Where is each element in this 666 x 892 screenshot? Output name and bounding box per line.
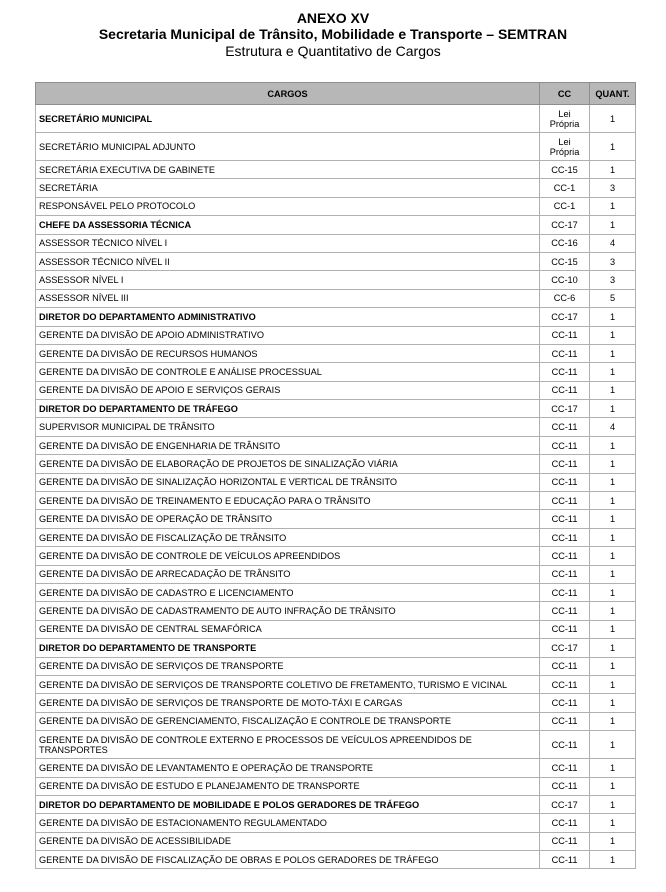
cargo-cell: CHEFE DA ASSESSORIA TÉCNICA: [36, 216, 540, 234]
cc-cell: CC-17: [540, 216, 590, 234]
table-row: [36, 289, 636, 307]
cc-cell: CC-11: [540, 657, 590, 675]
cargo-cell: GERENTE DA DIVISÃO DE APOIO ADMINISTRATIVO: [36, 326, 540, 344]
quantity-cell: 1: [590, 639, 636, 657]
quantity-cell: 1: [590, 400, 636, 418]
cc-cell: CC-11: [540, 712, 590, 730]
cargo-cell: DIRETOR DO DEPARTAMENTO DE MOBILIDADE E POLOS GERADORES DE TRÁFEGO: [36, 795, 540, 813]
table-row: [36, 712, 636, 730]
quantity-cell: 1: [590, 455, 636, 473]
table-row: [36, 832, 636, 850]
cc-cell: CC-11: [540, 777, 590, 795]
cargo-cell: SECRETÁRIO MUNICIPAL: [36, 105, 540, 133]
cc-cell: CC-11: [540, 620, 590, 638]
cargo-cell: GERENTE DA DIVISÃO DE CADASTRAMENTO DE AUTO INFRAÇÃO DE TRÂNSITO: [36, 602, 540, 620]
quantity-cell: 1: [590, 216, 636, 234]
document-header: [0, 0, 666, 60]
quantity-cell: 1: [590, 602, 636, 620]
cc-cell: CC-11: [540, 814, 590, 832]
annex-title: ANEXO XV: [296, 10, 370, 26]
cargo-cell: SUPERVISOR MUNICIPAL DE TRÂNSITO: [36, 418, 540, 436]
table-row: [36, 657, 636, 675]
quantity-cell: 1: [590, 694, 636, 712]
cargo-cell: GERENTE DA DIVISÃO DE FISCALIZAÇÃO DE TRÂNSITO: [36, 528, 540, 546]
cargo-cell: GERENTE DA DIVISÃO DE ARRECADAÇÃO DE TRÂNSITO: [36, 565, 540, 583]
cc-cell: CC-1: [540, 179, 590, 197]
quantity-cell: 3: [590, 179, 636, 197]
table-row: [36, 851, 636, 869]
cargo-cell: DIRETOR DO DEPARTAMENTO ADMINISTRATIVO: [36, 308, 540, 326]
table-row: [36, 777, 636, 795]
table-row: [36, 473, 636, 491]
cargo-cell: GERENTE DA DIVISÃO DE ACESSIBILIDADE: [36, 832, 540, 850]
cc-cell: CC-11: [540, 344, 590, 362]
cargo-cell: GERENTE DA DIVISÃO DE CADASTRO E LICENCIAMENTO: [36, 583, 540, 601]
table-row: [36, 583, 636, 601]
quantity-cell: 1: [590, 657, 636, 675]
cargo-cell: GERENTE DA DIVISÃO DE ELABORAÇÃO DE PROJETOS DE SINALIZAÇÃO VIÁRIA: [36, 455, 540, 473]
cargo-cell: SECRETÁRIA EXECUTIVA DE GABINETE: [36, 161, 540, 179]
cc-cell: CC-17: [540, 795, 590, 813]
cargo-cell: RESPONSÁVEL PELO PROTOCOLO: [36, 197, 540, 215]
cc-cell: CC-11: [540, 363, 590, 381]
table-row: [36, 363, 636, 381]
table-row: [36, 105, 636, 133]
table-row: [36, 197, 636, 215]
cargo-cell: DIRETOR DO DEPARTAMENTO DE TRÁFEGO: [36, 400, 540, 418]
table-row: [36, 381, 636, 399]
table-row: [36, 620, 636, 638]
cc-cell: Lei Própria: [540, 133, 590, 161]
cargo-cell: GERENTE DA DIVISÃO DE CONTROLE E ANÁLISE PROCESSUAL: [36, 363, 540, 381]
table-row: [36, 234, 636, 252]
cargo-cell: GERENTE DA DIVISÃO DE SERVIÇOS DE TRANSPORTE COLETIVO DE FRETAMENTO, TURISMO E VICINAL: [36, 675, 540, 693]
cc-cell: CC-11: [540, 381, 590, 399]
quantity-cell: 1: [590, 777, 636, 795]
table-row: [36, 528, 636, 546]
table-row: [36, 271, 636, 289]
table-row: [36, 602, 636, 620]
table-header-row: [36, 83, 636, 105]
cargo-cell: GERENTE DA DIVISÃO DE OPERAÇÃO DE TRÂNSITO: [36, 510, 540, 528]
cargo-cell: GERENTE DA DIVISÃO DE ESTUDO E PLANEJAMENTO DE TRANSPORTE: [36, 777, 540, 795]
cc-cell: CC-11: [540, 759, 590, 777]
table-row: [36, 639, 636, 657]
document-subtitle: Estrutura e Quantitativo de Cargos: [225, 43, 441, 59]
cc-cell: CC-17: [540, 639, 590, 657]
cargo-cell: ASSESSOR TÉCNICO NÍVEL II: [36, 252, 540, 270]
column-header-quant: QUANT.: [590, 83, 636, 105]
quantity-cell: 1: [590, 197, 636, 215]
quantity-cell: 1: [590, 436, 636, 454]
quantity-cell: 1: [590, 363, 636, 381]
cc-cell: CC-11: [540, 473, 590, 491]
quantity-cell: 4: [590, 418, 636, 436]
table-row: [36, 492, 636, 510]
cc-cell: CC-11: [540, 528, 590, 546]
table-row: [36, 694, 636, 712]
table-row: [36, 161, 636, 179]
cargo-cell: GERENTE DA DIVISÃO DE CONTROLE EXTERNO E PROCESSOS DE VEÍCULOS APREENDIDOS DE TRANSPORTES: [36, 731, 540, 759]
cc-cell: CC-15: [540, 161, 590, 179]
table-row: [36, 252, 636, 270]
cc-cell: CC-11: [540, 851, 590, 869]
cc-cell: CC-6: [540, 289, 590, 307]
cc-cell: CC-16: [540, 234, 590, 252]
table-row: [36, 308, 636, 326]
column-header-cc: CC: [540, 83, 590, 105]
cargo-cell: DIRETOR DO DEPARTAMENTO DE TRANSPORTE: [36, 639, 540, 657]
quantity-cell: 1: [590, 814, 636, 832]
cc-cell: CC-11: [540, 675, 590, 693]
quantity-cell: 1: [590, 712, 636, 730]
column-header-cargos: CARGOS: [36, 83, 540, 105]
cc-cell: CC-11: [540, 565, 590, 583]
cc-cell: CC-11: [540, 492, 590, 510]
table-row: [36, 436, 636, 454]
positions-table: [35, 82, 636, 869]
quantity-cell: 1: [590, 547, 636, 565]
cc-cell: CC-11: [540, 510, 590, 528]
cc-cell: CC-11: [540, 455, 590, 473]
cc-cell: CC-11: [540, 602, 590, 620]
quantity-cell: 1: [590, 326, 636, 344]
quantity-cell: 3: [590, 252, 636, 270]
cargo-cell: GERENTE DA DIVISÃO DE RECURSOS HUMANOS: [36, 344, 540, 362]
table-row: [36, 179, 636, 197]
quantity-cell: 1: [590, 731, 636, 759]
quantity-cell: 1: [590, 308, 636, 326]
cargo-cell: ASSESSOR NÍVEL III: [36, 289, 540, 307]
cc-cell: CC-11: [540, 583, 590, 601]
table-row: [36, 455, 636, 473]
table-row: [36, 547, 636, 565]
quantity-cell: 3: [590, 271, 636, 289]
cargo-cell: GERENTE DA DIVISÃO DE SERVIÇOS DE TRANSPORTE DE MOTO-TÁXI E CARGAS: [36, 694, 540, 712]
quantity-cell: 5: [590, 289, 636, 307]
table-row: [36, 216, 636, 234]
cc-cell: CC-17: [540, 308, 590, 326]
quantity-cell: 1: [590, 759, 636, 777]
cargo-cell: SECRETÁRIO MUNICIPAL ADJUNTO: [36, 133, 540, 161]
cargo-cell: GERENTE DA DIVISÃO DE SERVIÇOS DE TRANSPORTE: [36, 657, 540, 675]
quantity-cell: 4: [590, 234, 636, 252]
quantity-cell: 1: [590, 795, 636, 813]
table-row: [36, 814, 636, 832]
quantity-cell: 1: [590, 161, 636, 179]
quantity-cell: 1: [590, 510, 636, 528]
quantity-cell: 1: [590, 344, 636, 362]
table-row: [36, 675, 636, 693]
table-row: [36, 731, 636, 759]
cc-cell: CC-11: [540, 731, 590, 759]
cc-cell: CC-17: [540, 400, 590, 418]
cc-cell: CC-11: [540, 547, 590, 565]
cargo-cell: GERENTE DA DIVISÃO DE SINALIZAÇÃO HORIZONTAL E VERTICAL DE TRÂNSITO: [36, 473, 540, 491]
cargo-cell: GERENTE DA DIVISÃO DE LEVANTAMENTO E OPERAÇÃO DE TRANSPORTE: [36, 759, 540, 777]
quantity-cell: 1: [590, 133, 636, 161]
table-row: [36, 565, 636, 583]
quantity-cell: 1: [590, 381, 636, 399]
quantity-cell: 1: [590, 105, 636, 133]
cc-cell: CC-11: [540, 832, 590, 850]
cargo-cell: GERENTE DA DIVISÃO DE ENGENHARIA DE TRÂNSITO: [36, 436, 540, 454]
cc-cell: CC-15: [540, 252, 590, 270]
quantity-cell: 1: [590, 583, 636, 601]
cargo-cell: GERENTE DA DIVISÃO DE GERENCIAMENTO, FISCALIZAÇÃO E CONTROLE DE TRANSPORTE: [36, 712, 540, 730]
cc-cell: CC-11: [540, 326, 590, 344]
organization-title: Secretaria Municipal de Trânsito, Mobilidade e Transporte – SEMTRAN: [98, 26, 568, 42]
quantity-cell: 1: [590, 620, 636, 638]
table-row: [36, 418, 636, 436]
cargo-cell: GERENTE DA DIVISÃO DE TREINAMENTO E EDUCAÇÃO PARA O TRÂNSITO: [36, 492, 540, 510]
cargo-cell: GERENTE DA DIVISÃO DE CENTRAL SEMAFÓRICA: [36, 620, 540, 638]
cargo-cell: GERENTE DA DIVISÃO DE FISCALIZAÇÃO DE OBRAS E POLOS GERADORES DE TRÁFEGO: [36, 851, 540, 869]
table-row: [36, 326, 636, 344]
quantity-cell: 1: [590, 851, 636, 869]
quantity-cell: 1: [590, 492, 636, 510]
cc-cell: CC-11: [540, 694, 590, 712]
cargo-cell: GERENTE DA DIVISÃO DE CONTROLE DE VEÍCULOS APREENDIDOS: [36, 547, 540, 565]
cc-cell: CC-11: [540, 436, 590, 454]
cargo-cell: GERENTE DA DIVISÃO DE ESTACIONAMENTO REGULAMENTADO: [36, 814, 540, 832]
quantity-cell: 1: [590, 565, 636, 583]
cargo-cell: ASSESSOR TÉCNICO NÍVEL I: [36, 234, 540, 252]
cc-cell: CC-10: [540, 271, 590, 289]
quantity-cell: 1: [590, 528, 636, 546]
table-row: [36, 344, 636, 362]
cargo-cell: ASSESSOR NÍVEL I: [36, 271, 540, 289]
quantity-cell: 1: [590, 832, 636, 850]
table-row: [36, 759, 636, 777]
quantity-cell: 1: [590, 675, 636, 693]
table-row: [36, 400, 636, 418]
quantity-cell: 1: [590, 473, 636, 491]
cc-cell: Lei Própria: [540, 105, 590, 133]
table-row: [36, 133, 636, 161]
cc-cell: CC-11: [540, 418, 590, 436]
table-row: [36, 795, 636, 813]
cc-cell: CC-1: [540, 197, 590, 215]
cargo-cell: SECRETÁRIA: [36, 179, 540, 197]
table-row: [36, 510, 636, 528]
cargo-cell: GERENTE DA DIVISÃO DE APOIO E SERVIÇOS GERAIS: [36, 381, 540, 399]
